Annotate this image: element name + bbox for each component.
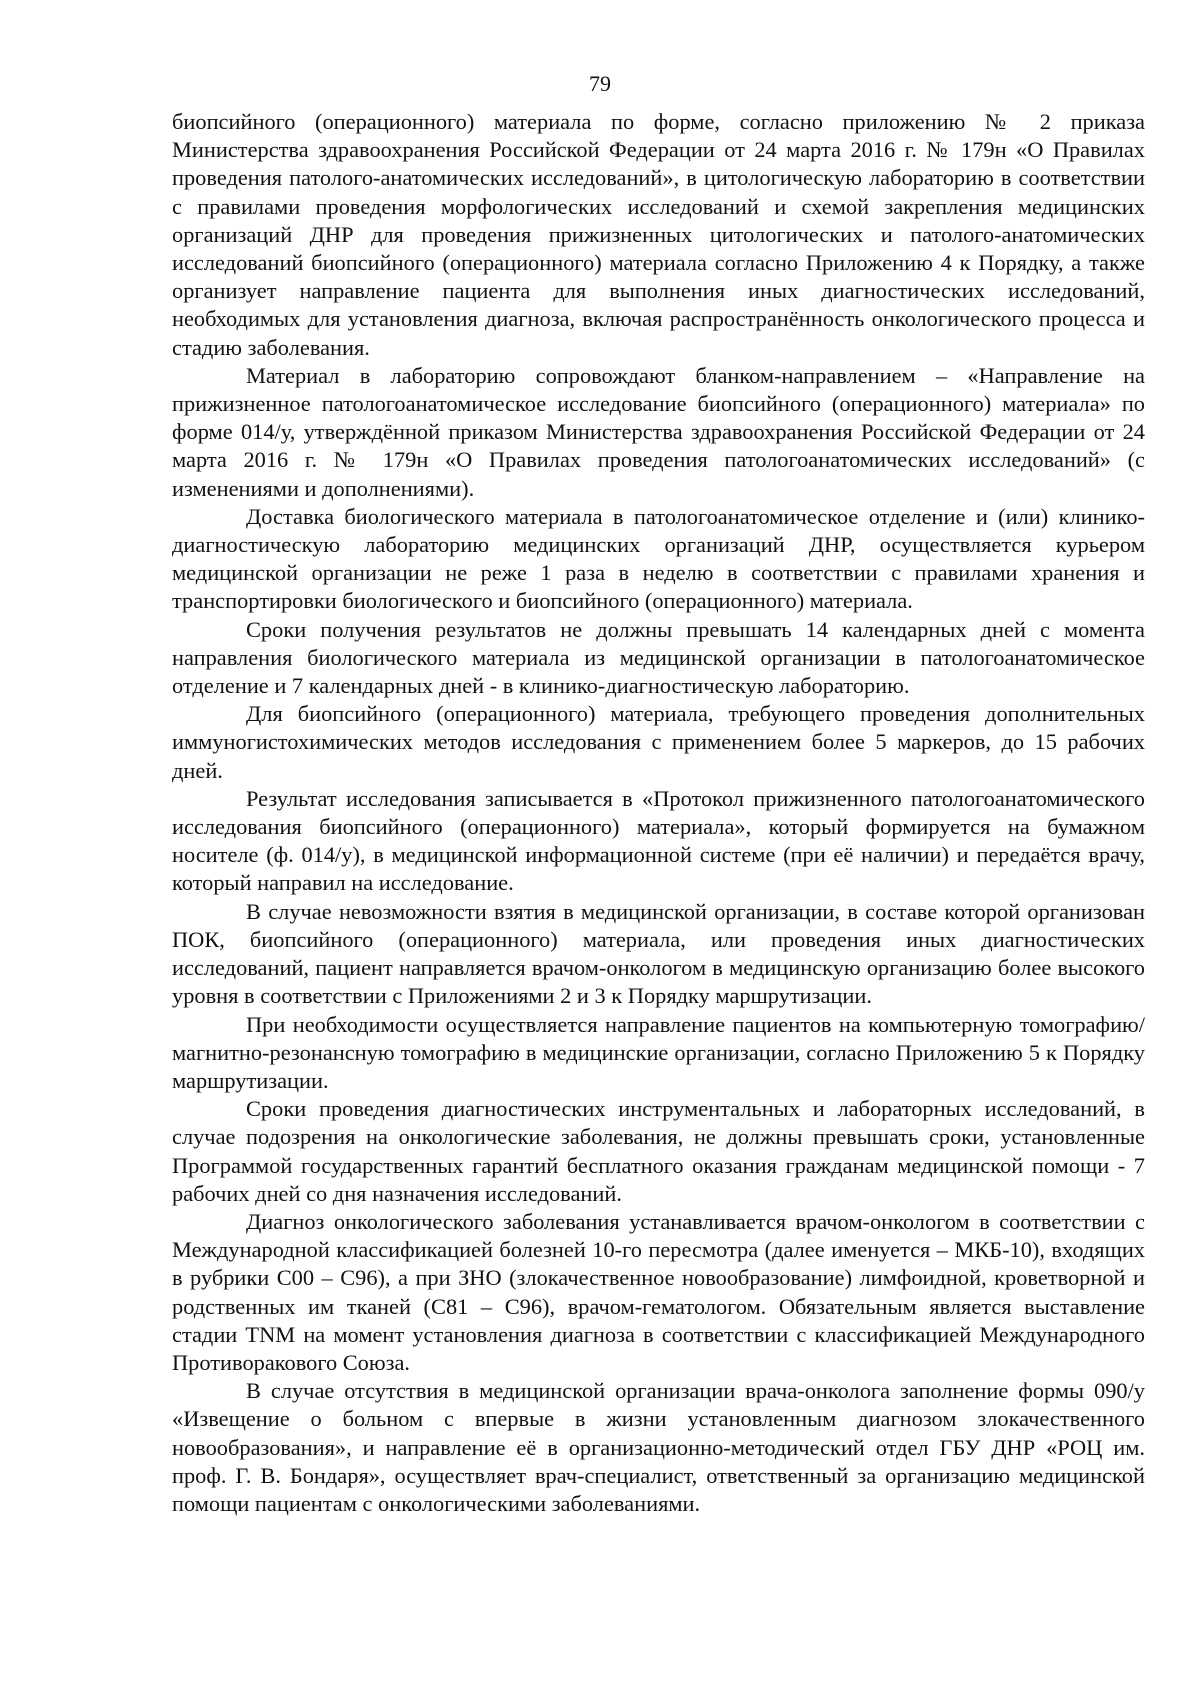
paragraph-continuation: биопсийного (операционного) материала по форме, согласно приложению № 2 приказа Министерства здравоохранения Российской Федерации от 24 марта 2016 г. № 179н «О Правилах проведения патолого-анатомических исследований», в цитологическую лабораторию в соответствии с правилами проведения морфологических исследований и схемой закрепления медицинских организаций ДНР для проведения прижизненных цитологических и патолого-анатомических исследований биопсийного (операционного) материала согласно Приложению 4 к Порядку, а также организует направление пациента для выполнения иных диагностических исследований, необходимых для установления диагноза, включая распространённость онкологического процесса и стадию заболевания. — [172, 109, 1145, 360]
paragraph: В случае невозможности взятия в медицинской организации, в составе которой организован ПОК, биопсийного (операционного) материала, или проведения иных диагностических исследований, пациент направляется врачом-онкологом в медицинскую организацию более высокого уровня в соответствии с Приложениями 2 и 3 к Порядку маршрутизации. — [172, 898, 1145, 1009]
document-body — [172, 108, 1145, 1518]
paragraph: Для биопсийного (операционного) материала, требующего проведения дополнительных иммуногистохимических методов исследования с применением более 5 маркеров, до 15 рабочих дней. — [172, 701, 1145, 783]
paragraph: Результат исследования записывается в «Протокол прижизненного патологоанатомического исследования биопсийного (операционного) материала», который формируется на бумажном носителе (ф. 014/у), в медицинской информационной системе (при её наличии) и передаётся врачу, который направил на исследование. — [172, 785, 1145, 896]
paragraph: При необходимости осуществляется направление пациентов на компьютерную томографию/магнитно-резонансную томографию в медицинские организации, согласно Приложению 5 к Порядку маршрутизации. — [172, 1011, 1145, 1093]
paragraph: Сроки проведения диагностических инструментальных и лабораторных исследований, в случае подозрения на онкологические заболевания, не должны превышать сроки, установленные Программой государственных гарантий бесплатного оказания гражданам медицинской помощи - 7 рабочих дней со дня назначения исследований. — [172, 1096, 1145, 1206]
paragraph: Диагноз онкологического заболевания устанавливается врачом-онкологом в соответствии с Международной классификацией болезней 10-го пересмотра (далее именуется – МКБ-10), входящих в рубрики С00 – С96), а при ЗНО (злокачественное новообразование) лимфоидной, кроветворной и родственных им тканей (С81 – С96), врачом-гематологом. Обязательным является выставление стадии TNM на момент установления диагноза в соответствии с классификацией Международного Противоракового Союза. — [172, 1208, 1145, 1375]
paragraph: В случае отсутствия в медицинской организации врача-онколога заполнение формы 090/у «Извещение о больном с впервые в жизни установленным диагнозом злокачественного новообразования», и направление её в организационно-методический отдел ГБУ ДНР «РОЦ им. проф. Г. В. Бондаря», осуществляет врач-специалист, ответственный за организацию медицинской помощи пациентам с онкологическими заболеваниями. — [172, 1378, 1145, 1516]
paragraph: Сроки получения результатов не должны превышать 14 календарных дней с момента направления биологического материала из медицинской организации в патологоанатомическое отделение и 7 календарных дней - в клинико-диагностическую лабораторию. — [172, 616, 1145, 699]
paragraph: Доставка биологического материала в патологоанатомическое отделение и (или) клинико-диагностическую лабораторию медицинских организаций ДНР, осуществляется курьером медицинской организации не реже 1 раза в неделю в соответствии с правилами хранения и транспортировки биологического и биопсийного (операционного) материала. — [172, 503, 1145, 614]
paragraph: Материал в лабораторию сопровождают бланком-направлением – «Направление на прижизненное патологоанатомическое исследование биопсийного (операционного) материала» по форме 014/у, утверждённой приказом Министерства здравоохранения Российской Федерации от 24 марта 2016 г. № 179н «О Правилах проведения патологоанатомических исследований» (с изменениями и дополнениями). — [172, 362, 1145, 501]
page-number: 79 — [589, 71, 611, 96]
